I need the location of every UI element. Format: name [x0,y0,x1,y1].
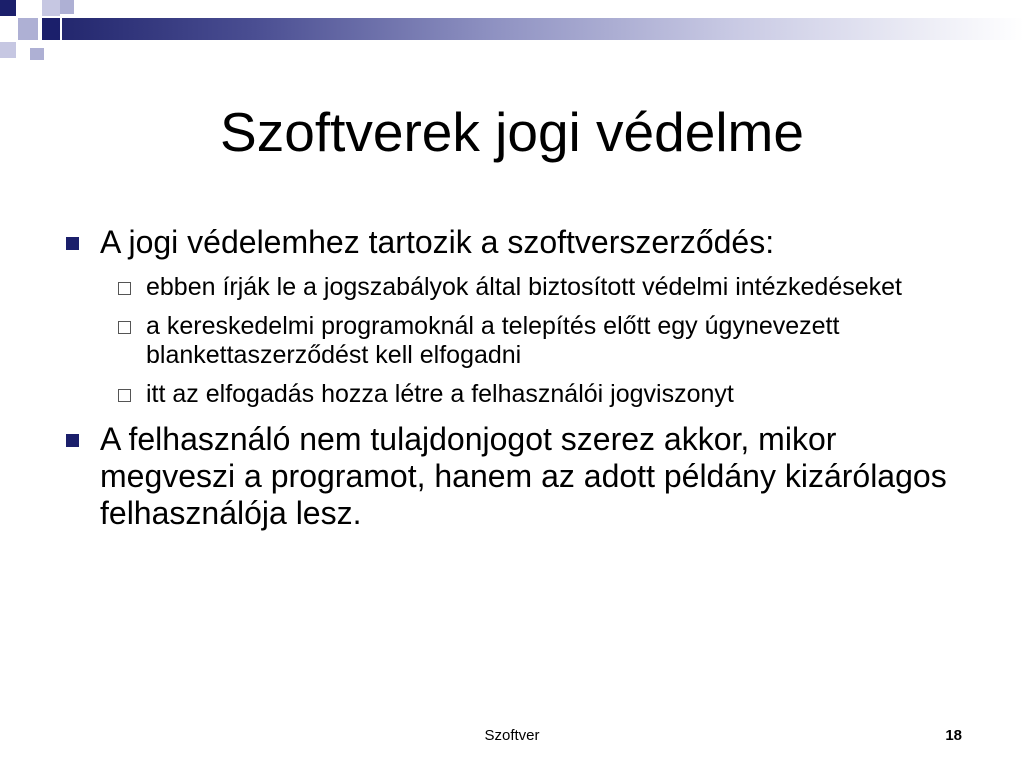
filled-square-bullet-icon [66,434,79,447]
corner-square-icon [18,18,38,40]
page-number: 18 [945,727,962,744]
hollow-square-bullet-icon [118,389,131,402]
header-gradient-bar [62,18,1024,40]
sub-bullet-item [62,273,972,302]
corner-square-icon [42,0,60,16]
footer-label: Szoftver [484,727,540,744]
bullet-item [62,421,972,532]
bullet-text: A felhasználó nem tulajdonjogot szerez akkor, mikor megveszi a programot, hanem az adott példány kizárólagos felhasználója lesz. [100,421,947,531]
corner-square-icon [42,18,60,40]
hollow-square-bullet-icon [118,282,131,295]
corner-square-icon [0,42,16,58]
slide-title: Szoftverek jogi védelme [220,101,804,163]
sub-bullet-item [62,380,972,409]
slide-content [62,224,972,544]
corner-square-icon [60,0,74,14]
bullet-item [62,224,972,261]
corner-square-icon [30,48,44,60]
bullet-text: A jogi védelemhez tartozik a szoftverszerződés: [100,224,775,260]
sub-bullet-list [62,273,972,409]
sub-bullet-text: itt az elfogadás hozza létre a felhasználói jogviszonyt [146,380,734,408]
filled-square-bullet-icon [66,237,79,250]
hollow-square-bullet-icon [118,321,131,334]
sub-bullet-item [62,312,972,370]
sub-bullet-text: a kereskedelmi programoknál a telepítés előtt egy úgynevezett blankettaszerződést kell elfogadni [146,312,840,369]
sub-bullet-text: ebben írják le a jogszabályok által biztosított védelmi intézkedéseket [146,273,902,301]
corner-square-icon [0,0,16,16]
